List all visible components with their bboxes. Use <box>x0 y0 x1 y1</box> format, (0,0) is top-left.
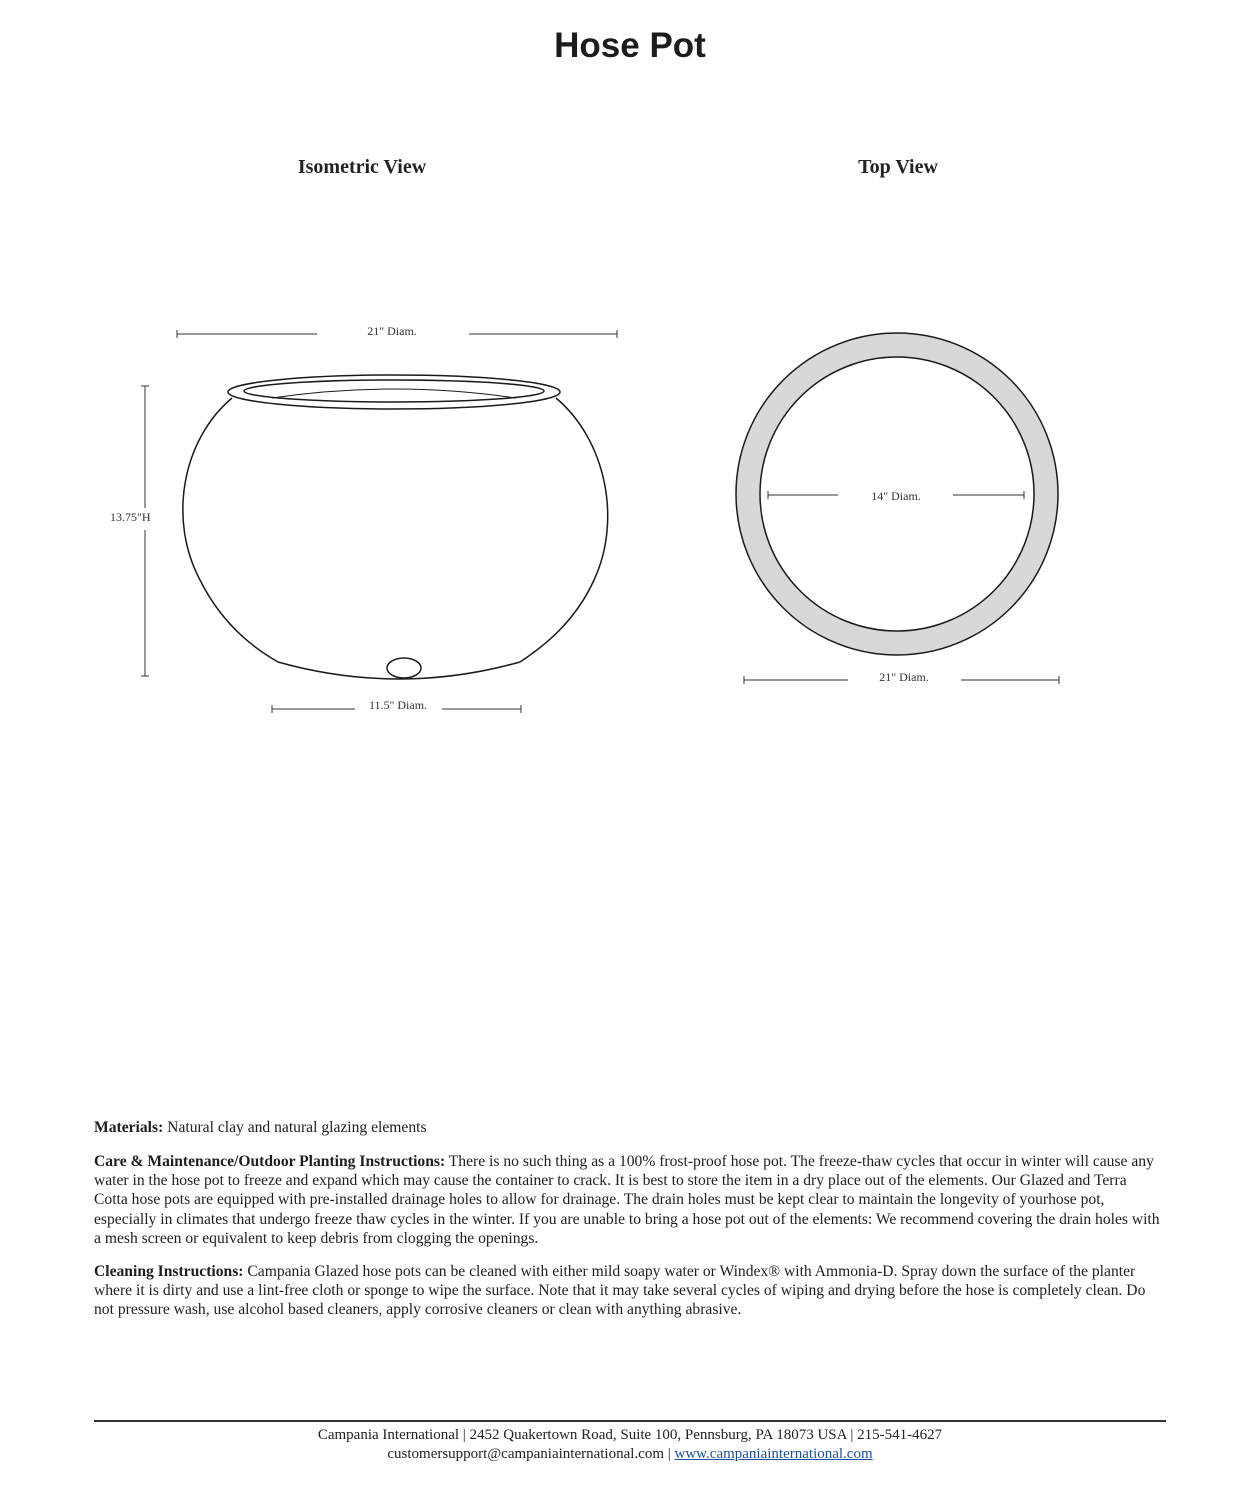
cleaning-text: Campania Glazed hose pots can be cleaned with either mild soapy water or Windex® with Ammonia-D. Spray down the surface of the planter where it is dirty and use a lint-free cloth or sponge to wipe the surface. Note that it may take several cycles of wiping and drying before the hose is completely clean. Do not pressure wash, use alcohol based cleaners, apply corrosive cleaners or clean with anything abrasive. <box>94 1263 1146 1319</box>
footer-divider <box>94 1420 1166 1422</box>
footer-website-link[interactable]: www.campaniainternational.com <box>674 1446 873 1462</box>
materials-heading: Materials: <box>94 1119 164 1136</box>
materials-section <box>94 1118 1160 1137</box>
footer-address: Campania International | 2452 Quakertown Road, Suite 100, Pennsburg, PA 18073 USA | 215-541-4627 <box>317 1427 943 1443</box>
top-outer-diameter-label: 21" Diam. <box>879 670 929 684</box>
care-heading: Care & Maintenance/Outdoor Planting Instructions: <box>94 1153 446 1170</box>
iso-height-dimension <box>141 386 149 676</box>
iso-base-diameter-label: 11.5" Diam. <box>368 698 428 712</box>
drain-hole <box>387 658 421 678</box>
hose-pot-isometric <box>183 375 608 679</box>
cleaning-heading: Cleaning Instructions: <box>94 1263 244 1280</box>
page-title: Hose Pot <box>554 26 706 65</box>
care-text: There is no such thing as a 100% frost-proof hose pot. The freeze-thaw cycles that occur in winter will cause any water in the hose pot to freeze and expand which may cause the container to crack. It is best to store the item in a dry place out of the elements. Our Glazed and Terra Cotta hose pots are equipped with pre-installed drainage holes to allow for drainage. The drain holes must be kept clear to maintain the longevity of yourhose pot, especially in climates that undergo freeze thaw cycles in the winter. If you are unable to bring a hose pot out of the elements: We recommend covering the drain holes with a mesh screen or equivalent to keep debris from clogging the openings. <box>94 1153 1160 1247</box>
care-section <box>94 1152 1160 1248</box>
footer-email[interactable]: customersupport@campaniainternational.com | <box>387 1446 675 1462</box>
iso-top-diameter-label: 21" Diam. <box>367 324 417 338</box>
top-inner-diameter-label: 14" Diam. <box>871 489 921 503</box>
top-view-label: Top View <box>858 156 938 178</box>
cleaning-section <box>94 1262 1160 1320</box>
materials-text: Natural clay and natural glazing elements <box>163 1119 427 1136</box>
isometric-view-label: Isometric View <box>297 156 427 178</box>
pot-right-contour <box>520 398 608 662</box>
iso-height-label: 13.75"H <box>110 510 151 524</box>
footer-contact <box>94 1445 1166 1464</box>
pot-left-contour <box>183 398 278 662</box>
pot-base-curve <box>278 662 520 679</box>
